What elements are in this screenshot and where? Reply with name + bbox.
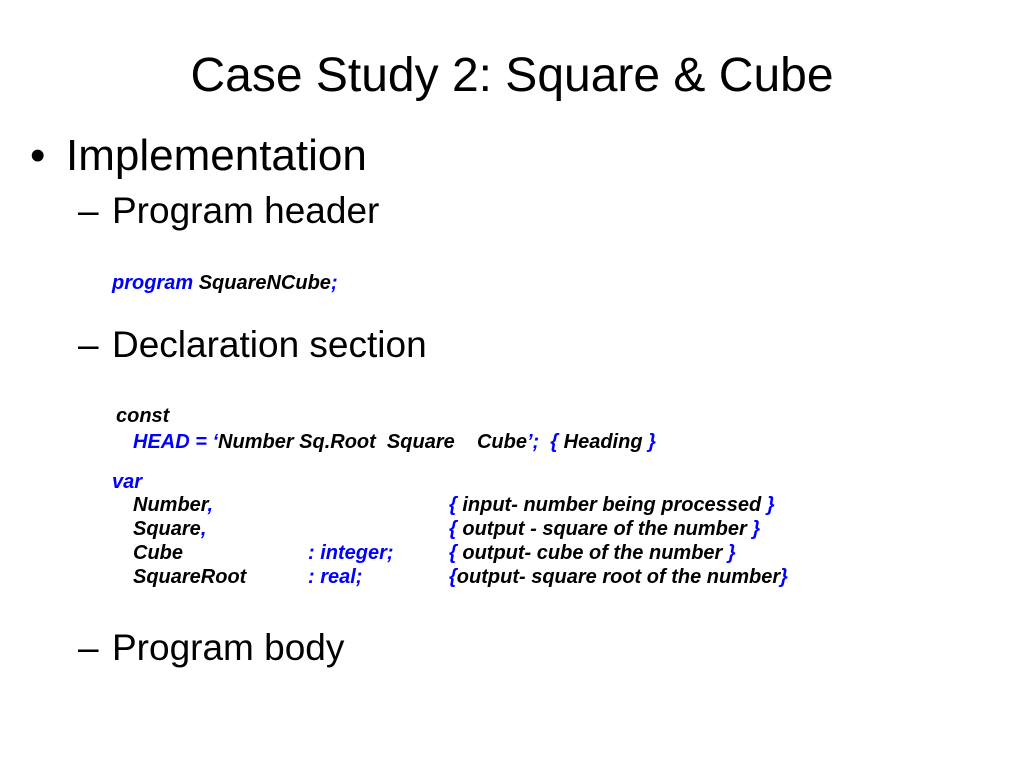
var-comment: {output- square root of the number}	[449, 566, 788, 588]
var-name: SquareRoot	[133, 566, 247, 588]
bullet-text: Implementation	[66, 131, 367, 180]
var-type: : real;	[308, 566, 363, 588]
subitem-text: Program header	[112, 190, 380, 231]
var-name: Square,	[133, 518, 207, 540]
slide-title: Case Study 2: Square & Cube	[190, 49, 834, 102]
head-value: Number Sq.Root Square Cube	[218, 431, 527, 453]
comment-brace-close: }	[648, 431, 656, 453]
var-type: : integer;	[308, 542, 394, 564]
bullet-dot: •	[30, 131, 46, 180]
var-name: Number,	[133, 494, 214, 516]
program-line	[112, 272, 338, 294]
dash-symbol: –	[78, 324, 99, 365]
program-name: SquareNCube	[198, 272, 331, 294]
subitem-declaration-section	[78, 324, 427, 366]
head-comment: Heading	[558, 431, 649, 453]
subitem-program-body	[78, 627, 345, 669]
var-comment: { output- cube of the number }	[449, 542, 736, 564]
comment-brace-open: {	[550, 431, 559, 453]
const-head-line	[133, 431, 656, 453]
subitem-text: Program body	[112, 627, 345, 668]
dash-symbol: –	[78, 627, 99, 668]
subitem-text: Declaration section	[112, 324, 427, 365]
var-comment: { input- number being processed }	[449, 494, 775, 516]
head-name: HEAD =	[133, 431, 213, 453]
quote-open: ‘	[212, 431, 219, 453]
quote-close: ’;	[526, 431, 540, 453]
program-semicolon: ;	[330, 272, 338, 294]
subitem-program-header	[78, 190, 380, 232]
keyword-var: var	[112, 471, 143, 493]
var-comment: { output - square of the number }	[449, 518, 761, 540]
dash-symbol: –	[78, 190, 99, 231]
keyword-program: program	[112, 272, 194, 294]
var-name: Cube	[133, 542, 183, 564]
keyword-const: const	[116, 405, 170, 427]
